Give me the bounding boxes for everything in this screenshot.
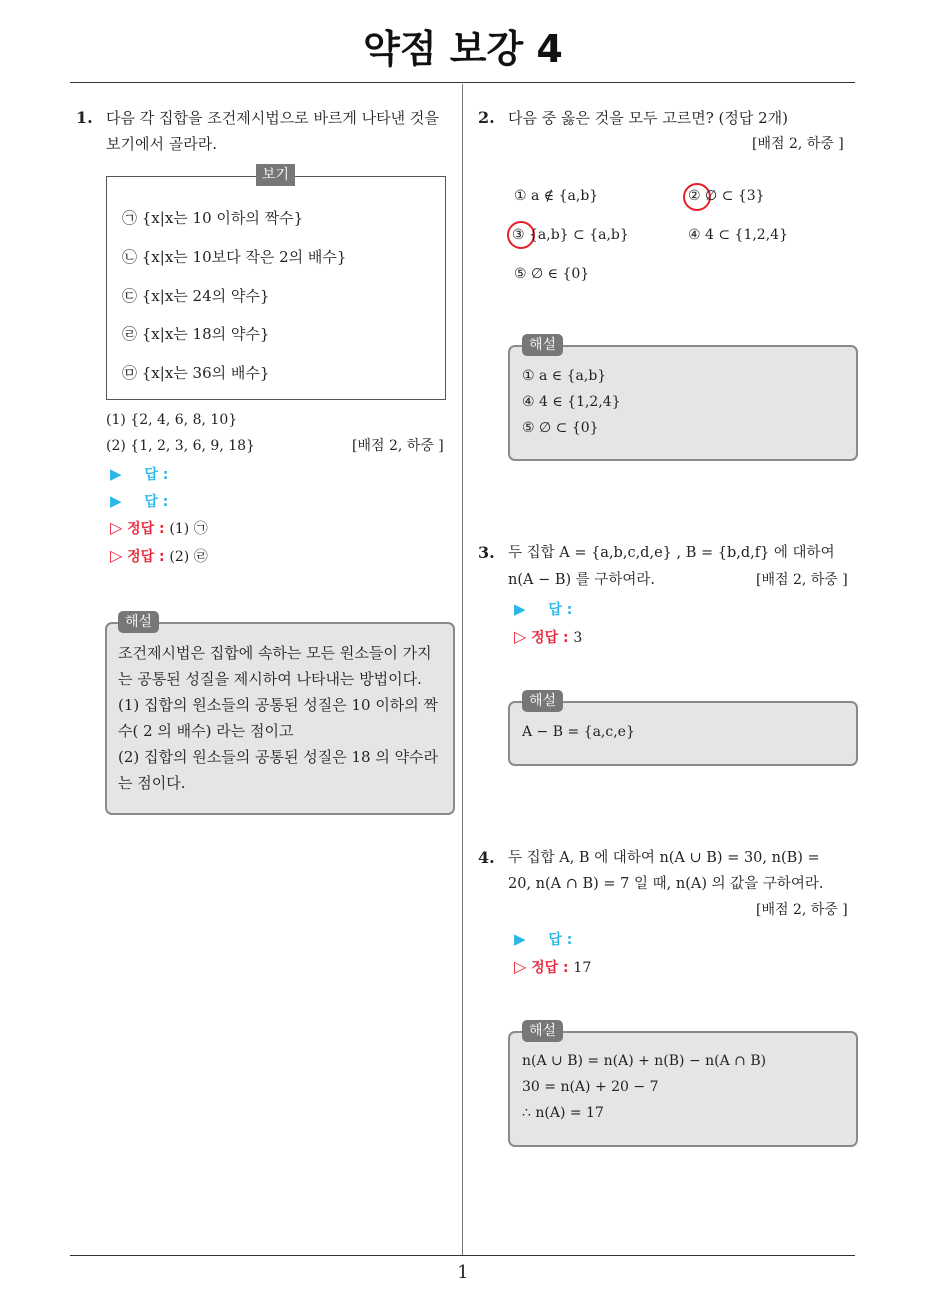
solution-line: n(A ∪ B) = n(A) + n(B) − n(A ∩ B) xyxy=(522,1053,767,1069)
answer-row[interactable] xyxy=(514,925,572,954)
solution-label: 해설 xyxy=(118,611,159,633)
bogi-item: ㉢ {x|x는 24의 약수} xyxy=(122,287,270,305)
answer-arrow-icon: ▶ xyxy=(110,465,122,483)
points-label: [배점 2, 하중 ] xyxy=(756,572,848,588)
solution-line: 30 = n(A) + 20 − 7 xyxy=(522,1079,659,1095)
correct-value: (2) ㉣ xyxy=(169,549,208,565)
answer-row[interactable] xyxy=(110,487,168,516)
solution-label: 해설 xyxy=(522,334,563,356)
bogi-label: 보기 xyxy=(256,164,295,186)
correct-arrow-icon: ▷ xyxy=(110,546,123,565)
question-text: 20, n(A ∩ B) = 7 일 때, n(A) 의 값을 구하여라. xyxy=(508,876,824,892)
correct-arrow-icon: ▷ xyxy=(514,627,527,646)
answer-row[interactable] xyxy=(110,460,168,489)
bogi-item: ㉠ {x|x는 10 이하의 짝수} xyxy=(122,209,304,227)
solution-line: 는 공통된 성질을 제시하여 나타내는 방법이다. xyxy=(118,670,422,688)
correct-arrow-icon: ▷ xyxy=(514,957,527,976)
question-number: 2. xyxy=(478,108,495,127)
bogi-item: ㉤ {x|x는 36의 배수} xyxy=(122,364,270,382)
correct-label: 정답 : xyxy=(531,630,569,646)
sub-question: (1) {2, 4, 6, 8, 10} xyxy=(106,412,238,428)
solution-line: (2) 집합의 원소들의 공통된 성질은 18 의 약수라 xyxy=(118,748,439,766)
answer-label: 답 : xyxy=(548,602,573,618)
points-label: [배점 2, 하중 ] xyxy=(352,438,444,454)
answer-row[interactable] xyxy=(514,595,572,624)
footer-divider xyxy=(70,1255,855,1256)
solution-line: 조건제시법은 집합에 속하는 모든 원소들이 가지 xyxy=(118,644,432,662)
points-label: [배점 2, 하중 ] xyxy=(752,136,844,152)
bogi-item: ㉡ {x|x는 10보다 작은 2의 배수} xyxy=(122,248,347,266)
answer-label: 답 : xyxy=(144,494,169,510)
correct-label: 정답 : xyxy=(127,549,165,565)
question-text: 보기에서 골라라. xyxy=(106,135,217,153)
solution-line: (1) 집합의 원소들의 공통된 성질은 10 이하의 짝 xyxy=(118,696,439,714)
correct-label: 정답 : xyxy=(531,960,569,976)
solution-line: 는 점이다. xyxy=(118,774,186,792)
answer-label: 답 : xyxy=(548,932,573,948)
page-title: 약점 보강 4 xyxy=(363,27,563,71)
question-text: 다음 각 집합을 조건제시법으로 바르게 나타낸 것을 xyxy=(106,109,439,127)
correct-value: (1) ㉠ xyxy=(169,521,208,537)
solution-line: ∴ n(A) = 17 xyxy=(522,1105,604,1121)
correct-arrow-icon: ▷ xyxy=(110,518,123,537)
solution-line: ① a ∈ {a,b} xyxy=(522,368,607,384)
column-divider xyxy=(462,84,463,1256)
correct-answer-row xyxy=(514,953,591,982)
question-text: n(A − B) 를 구하여라. xyxy=(508,572,656,588)
sub-question: (2) {1, 2, 3, 6, 9, 18} xyxy=(106,438,255,454)
page-number: 1 xyxy=(457,1262,469,1283)
answer-arrow-icon: ▶ xyxy=(514,930,526,948)
answer-label: 답 : xyxy=(144,467,169,483)
points-label: [배점 2, 하중 ] xyxy=(756,902,848,918)
question-number: 3. xyxy=(478,543,495,562)
solution-line: 수( 2 의 배수) 라는 점이고 xyxy=(118,722,294,740)
question-text: 두 집합 A = {a,b,c,d,e} , B = {b,d,f} 에 대하여 xyxy=(508,545,835,561)
question-number: 1. xyxy=(76,108,93,127)
choice-2[interactable]: ② ∅ ⊂ {3} xyxy=(688,188,765,204)
solution-label: 해설 xyxy=(522,1020,563,1042)
correct-answer-row xyxy=(110,542,208,571)
solution-line: A − B = {a,c,e} xyxy=(522,724,635,740)
choice-3[interactable]: ③ {a,b} ⊂ {a,b} xyxy=(512,227,629,243)
answer-arrow-icon: ▶ xyxy=(514,600,526,618)
question-number: 4. xyxy=(478,848,495,867)
choice-4[interactable]: ④ 4 ⊂ {1,2,4} xyxy=(688,227,788,243)
correct-value: 3 xyxy=(573,630,583,646)
question-text: 다음 중 옳은 것을 모두 고르면? (정답 2개) xyxy=(508,109,789,127)
solution-label: 해설 xyxy=(522,690,563,712)
bogi-item: ㉣ {x|x는 18의 약수} xyxy=(122,325,270,343)
correct-answer-row xyxy=(514,623,582,652)
header-divider xyxy=(70,82,855,83)
answer-arrow-icon: ▶ xyxy=(110,492,122,510)
question-text: 두 집합 A, B 에 대하여 n(A ∪ B) = 30, n(B) = xyxy=(508,850,820,866)
correct-answer-row xyxy=(110,514,208,543)
correct-label: 정답 : xyxy=(127,521,165,537)
choice-5[interactable]: ⑤ ∅ ∈ {0} xyxy=(514,266,590,282)
correct-value: 17 xyxy=(573,960,592,976)
choice-1[interactable]: ① a ∉ {a,b} xyxy=(514,188,599,204)
solution-line: ⑤ ∅ ⊂ {0} xyxy=(522,420,599,436)
solution-line: ④ 4 ∈ {1,2,4} xyxy=(522,394,621,410)
